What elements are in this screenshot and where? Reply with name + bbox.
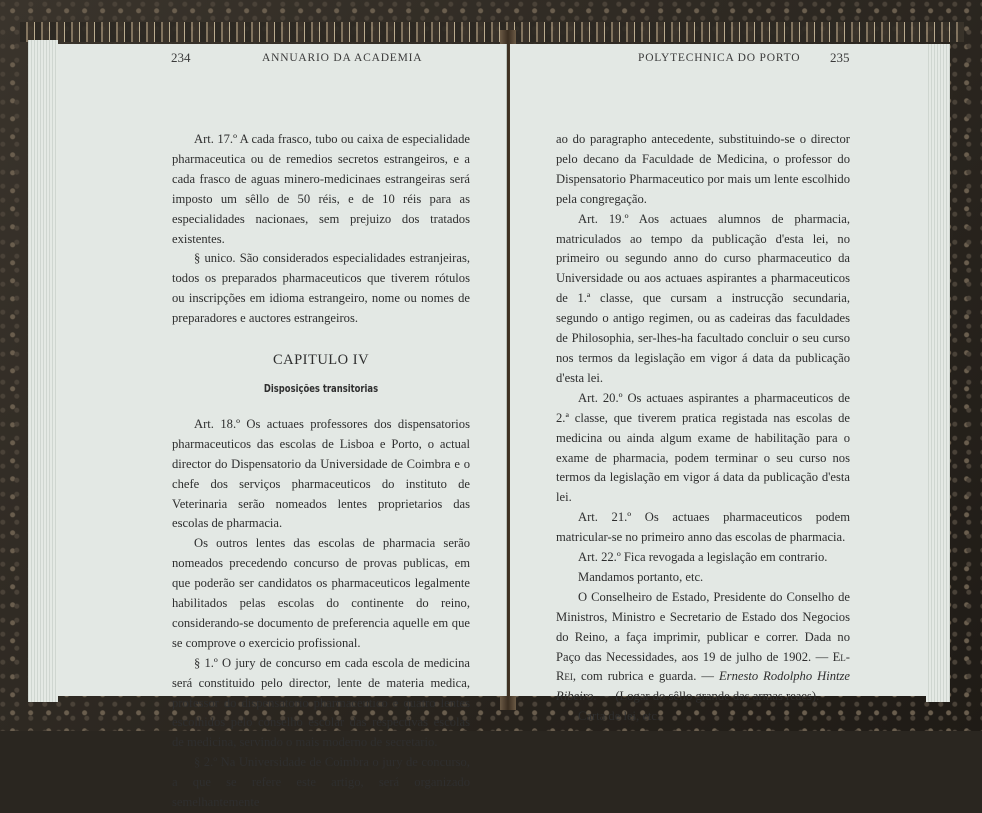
right-page-text (556, 130, 850, 727)
page-number-left: 234 (171, 50, 191, 65)
signature-minister: Ernesto Rodolpho Hintze Ribeiro (556, 669, 851, 704)
signature-king: El-Rei (556, 649, 850, 684)
paragraph-conselheiro (556, 588, 850, 707)
page-edges-left (28, 40, 58, 702)
paragraph-s1: § 1.º O jury de concurso em cada escola de medicina será constituido pelo director, lente de materia medica, professor do dispensatorio pharmaceutico e quatro lentes escolhidos pelo conselho escolar das respectivas escolas de medicina, servindo o mais moderno de secretario. (172, 655, 470, 750)
running-head-left: ANNUARIO DA ACADEMIA (262, 52, 423, 64)
paragraph-art17: Art. 17.º A cada frasco, tubo ou caixa de especialidade pharmaceutica ou de remedios secretos estrangeiros, e a cada frasco de aguas minero-medicinaes estrangeiras será imposto um sêllo de 50 réis, e de 10 réis para as especialidades nacionaes, sem prejuizo dos tratados existentes. (172, 132, 470, 246)
paragraph-art22: Art. 22.º Fica revogada a legislação em contrario. (578, 550, 828, 565)
left-page-text (172, 130, 470, 813)
chapter-subtitle: Disposições transitorias (263, 381, 379, 395)
chapter-title: CAPITULO IV (272, 352, 370, 369)
paragraph-s2: § 2.º Na Universidade de Coimbra o jury de concurso, a que se refere este artigo, será organizado semelhantemente (172, 755, 470, 810)
paragraph-outros: Os outros lentes das escolas de pharmacia serão nomeados precedendo concurso de provas publicas, em que poderão ser candidatos os pharmaceuticos legalmente habilitados pelas escolas do continente do reino, considerando-se documento de preferencia aquelle em que se comprove o exercicio profissional. (172, 536, 470, 650)
paragraph-art19: Art. 19.º Aos actuaes alumnos de pharmacia, matriculados ao tempo da publicação d'esta lei, no primeiro ou segundo anno do curso pharmaceutico da Universidade ou aos actuaes aspirantes a pharmaceuticos de 1.ª classe, que cursam a instrucção secundaria, segundo o antigo regimen, ou as cadeiras das faculdades de Philosophia, ser-lhes-ha facultado concluir o seu curso nos termos da legislação em vigor á data da publicação d'esta lei. (556, 211, 850, 385)
book-cover-edge (20, 22, 964, 42)
page-edges-right (926, 44, 950, 702)
paragraph-art20: Art. 20.º Os actuaes aspirantes a pharmaceuticos de 2.ª classe, que tiverem pratica registada nas escolas de medicina ou ainda algum exame de habilitação para o exame de pharmacia, podem terminar o seu curso nos termos da legislação em vigor á data da publicação d'esta lei. (556, 390, 850, 505)
paragraph-unico: § unico. São considerados especialidades estranjeiras, todos os preparados pharmaceuticos que tiverem rótulos ou inscripções em idioma estrangeiro, nome ou nomes de preparadores e auctores estrangeiros. (172, 251, 470, 326)
page-number-right: 235 (830, 50, 850, 65)
conselheiro-text-c: . — (Logar do sêllo grande das armas reaes). (593, 689, 820, 704)
paragraph-art21: Art. 21.º Os actuaes pharmaceuticos podem matricular-se no primeiro anno das escolas de pharmacia. (556, 510, 850, 545)
conselheiro-text-b: , com rubrica e guarda. — (572, 669, 719, 684)
conselheiro-text-a: O Conselheiro de Estado, Presidente do Conselho de Ministros, Ministro e Secretario de Estado dos Negocios do Reino, a faça imprimir, publicar e correr. Dada no Paço das Necessidades, aos 19 de julho de 1902. — (556, 589, 850, 664)
paragraph-carta: Carta de lei, etc. (578, 709, 661, 724)
paragraph-mandamos: Mandamos portanto, etc. (578, 569, 704, 584)
running-head-right: POLYTECHNICA DO PORTO (638, 52, 801, 64)
paragraph-art18: Art. 18.º Os actuaes professores dos dispensatorios pharmaceuticos das escolas de Lisboa e Porto, o actual director do Dispensatorio da Universidade de Coimbra e o chefe dos serviços pharmaceuticos do instituto de Veterinaria serão nomeados lentes proprietarios das escolas de pharmacia. (172, 416, 470, 531)
paragraph-continued: ao do paragrapho antecedente, substituindo-se o director pelo decano da Faculdade de Medicina, o professor do Dispensatorio Pharmaceutico por mais um lente escolhido pela congregação. (556, 132, 850, 206)
